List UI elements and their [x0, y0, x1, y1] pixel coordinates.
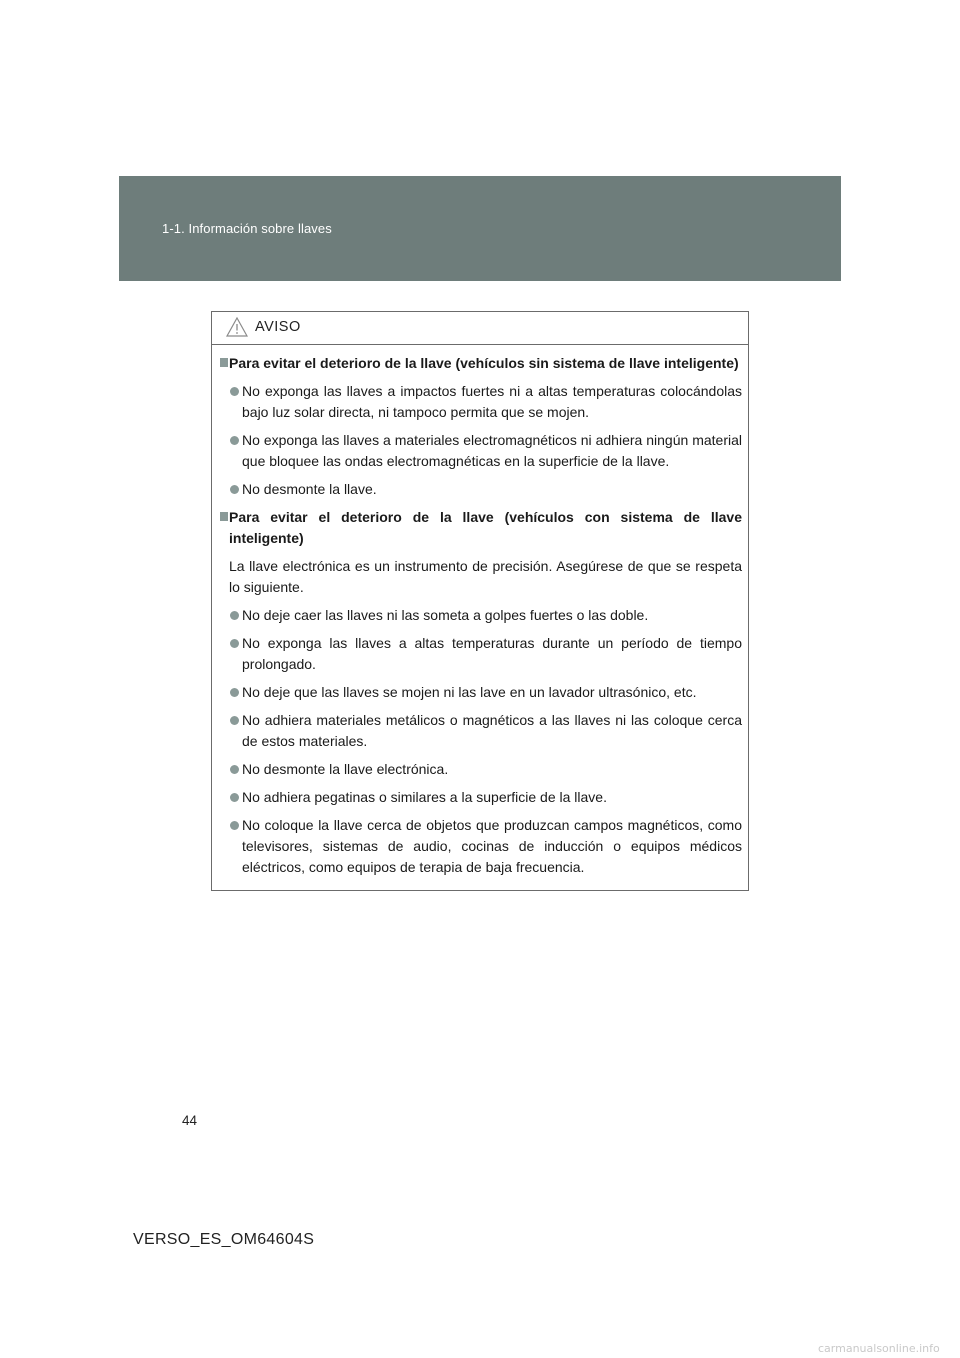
round-bullet-icon [230, 485, 239, 494]
list-item [220, 787, 742, 808]
document-code: VERSO_ES_OM64604S [133, 1231, 315, 1248]
list-item [220, 430, 742, 472]
list-item [220, 815, 742, 878]
round-bullet-icon [230, 436, 239, 445]
list-item-text: No coloque la llave cerca de objetos que produzcan campos magnéticos, como televisores, sistemas de audio, cocinas de inducción o equipos médicos eléctricos, como equipos de terapia de baja frecuencia. [242, 817, 742, 875]
header-band [119, 176, 841, 281]
list-item-text: No exponga las llaves a impactos fuertes ni a altas temperaturas colocándolas bajo luz solar directa, ni tampoco permita que se mojen. [242, 383, 742, 420]
list-item [220, 479, 742, 500]
list-item [220, 710, 742, 752]
round-bullet-icon [230, 611, 239, 620]
warning-label: AVISO [255, 319, 301, 335]
square-bullet-icon [220, 358, 228, 367]
list-item-text: No deje caer las llaves ni las someta a golpes fuertes o las doble. [242, 607, 649, 623]
watermark: carmanualsonline.info [818, 1342, 940, 1355]
list-item-text: No deje que las llaves se mojen ni las lave en un lavador ultrasónico, etc. [242, 684, 697, 700]
list-item [220, 759, 742, 780]
list-item-text: No adhiera pegatinas o similares a la superficie de la llave. [242, 789, 607, 805]
list-item [220, 381, 742, 423]
round-bullet-icon [230, 716, 239, 725]
round-bullet-icon [230, 821, 239, 830]
warning-box [211, 311, 749, 891]
topic-intro: La llave electrónica es un instrumento de precisión. Asegúrese de que se respeta lo siguiente. [229, 558, 742, 595]
list-item-text: No desmonte la llave electrónica. [242, 761, 449, 777]
square-bullet-icon [220, 512, 228, 521]
list-item-text: No exponga las llaves a materiales electromagnéticos ni adhiera ningún material que bloquee las ondas electromagnéticas en la superficie de la llave. [242, 432, 742, 469]
warning-header [212, 312, 748, 345]
list-item-text: No exponga las llaves a altas temperaturas durante un período de tiempo prolongado. [242, 635, 742, 672]
list-item [220, 633, 742, 675]
topic-title: Para evitar el deterioro de la llave (vehículos con sistema de llave inteligente) [229, 509, 742, 546]
round-bullet-icon [230, 765, 239, 774]
section-title: 1-1. Información sobre llaves [162, 221, 332, 236]
list-item-text: No desmonte la llave. [242, 481, 377, 497]
round-bullet-icon [230, 793, 239, 802]
round-bullet-icon [230, 387, 239, 396]
list-item [220, 605, 742, 626]
topic-heading [220, 353, 742, 374]
round-bullet-icon [230, 688, 239, 697]
warning-triangle-icon [226, 317, 248, 337]
list-item-text: No adhiera materiales metálicos o magnéticos a las llaves ni las coloque cerca de estos materiales. [242, 712, 742, 749]
page-number: 44 [182, 1113, 198, 1128]
topic-title: Para evitar el deterioro de la llave (vehículos sin sistema de llave inteligente) [229, 355, 739, 371]
warning-body [212, 345, 748, 878]
topic-heading [220, 507, 742, 549]
round-bullet-icon [230, 639, 239, 648]
list-item [220, 682, 742, 703]
